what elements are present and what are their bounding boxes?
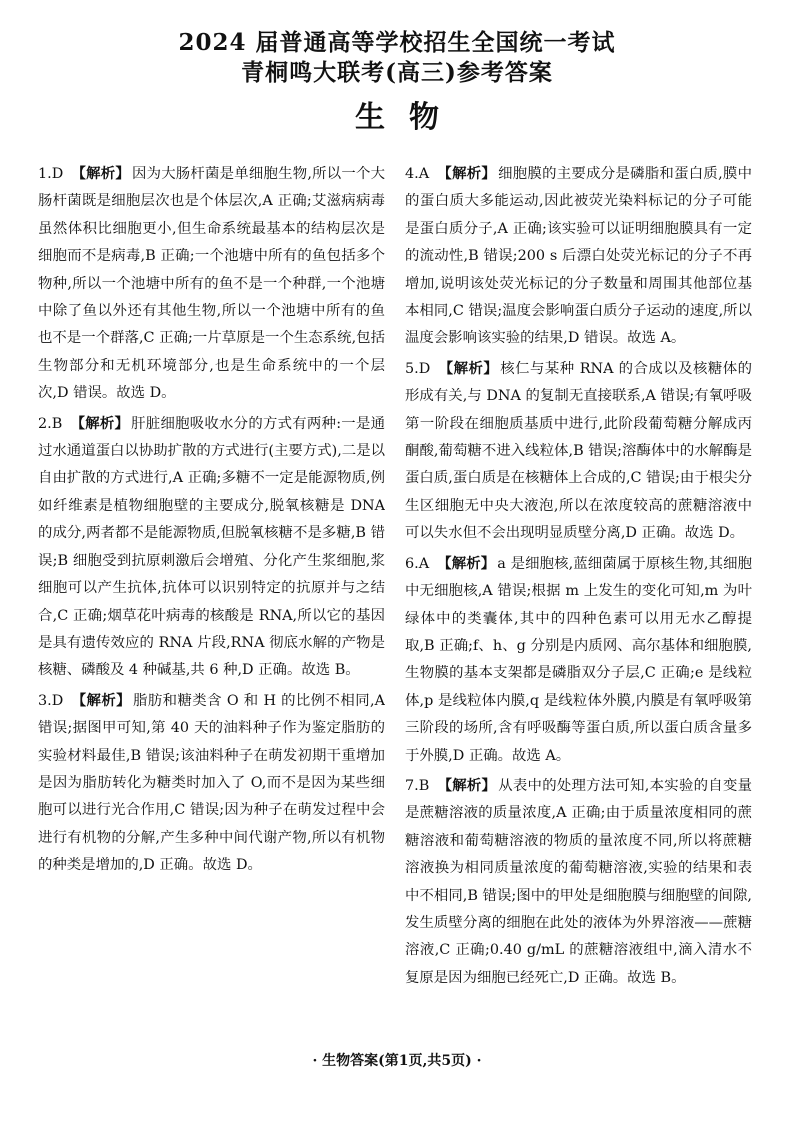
analysis-tag: 【解析】 (71, 165, 130, 182)
answer-item-2 (38, 410, 385, 685)
answer-number: 6.A (405, 555, 430, 572)
answer-item-3 (38, 687, 385, 880)
answer-text: 肝脏细胞吸收水分的方式有两种:一是通过水通道蛋白以协助扩散的方式进行(主要方式),二是以自由扩散的方式进行,A 正确;多糖不一定是能源物质,例如纤维素是植物细胞壁的主要成分,脱氧核糖是 DNA 的成分,两者都不是能源物质,但脱氧核糖不是多糖,B 错误;B 细胞受到抗原刺激后会增殖、分化产生浆细胞,浆细胞可以产生抗体,抗体可以识别特定的抗原并与之结合,C 正确;烟草花叶病毒的核酸是 RNA,所以它的基因是具有遗传效应的 RNA 片段,RNA 彻底水解的产物是核糖、磷酸及 4 种碱基,共 6 种,D 正确。故选 B。 (38, 415, 385, 679)
answer-text: 脂肪和糖类含 O 和 H 的比例不相同,A 错误;据图甲可知,第 40 天的油料种子作为鉴定脂肪的实验材料最佳,B 错误;该油料种子在萌发初期干重增加是因为脂肪转化为糖类时加入了 O,而不是因为某些细胞可以进行光合作用,C 错误;因为种子在萌发过程中会进行有机物的分解,产生多种中间代谢产物,所以有机物的种类是增加的,D 正确。故选 D。 (38, 692, 385, 874)
analysis-tag: 【解析】 (437, 554, 496, 572)
answer-item-7 (405, 772, 752, 992)
header (38, 28, 756, 138)
answer-text: 核仁与某种 RNA 的合成以及核糖体的形成有关,与 DNA 的复制无直接联系,A 错误;有氧呼吸第一阶段在细胞质基质中进行,此阶段葡萄糖分解成丙酮酸,葡萄糖不进入线粒体,B 错误;溶酶体中的水解酶是蛋白质,蛋白质是在核糖体上合成的,C 错误;由于根尖分生区细胞无中央大液泡,所以在浓度较高的蔗糖溶液中可以失水但不会出现明显质壁分离,D 正确。故选 D。 (405, 360, 752, 542)
answer-item-6 (405, 550, 752, 770)
analysis-tag: 【解析】 (71, 691, 131, 709)
exam-title: 2024 届普通高等学校招生全国统一考试 (178, 29, 616, 56)
answer-item-5 (405, 355, 752, 548)
answer-text: a 是细胞核,蓝细菌属于原核生物,其细胞中无细胞核,A 错误;根据 m 上发生的变化可知,m 为叶绿体中的类囊体,其中的四种色素可以用无水乙醇提取,B 正确;f、h、g 分别是内质网、高尔基体和细胞膜,生物膜的基本支架都是磷脂双分子层,C 正确;e 是线粒体,p 是线粒体内膜,q 是线粒体外膜,内膜是有氧呼吸第三阶段的场所,含有呼吸酶等蛋白质,所以蛋白质含量多于外膜,D 正确。故选 A。 (405, 555, 752, 764)
right-column (405, 160, 752, 1040)
left-column (38, 160, 385, 1040)
answer-text: 从表中的处理方法可知,本实验的自变量是蔗糖溶液的质量浓度,A 正确;由于质量浓度相同的蔗糖溶液和葡萄糖溶液的物质的量浓度不同,所以将蔗糖溶液换为相同质量浓度的葡萄糖溶液,实验的结果和表中不相同,B 错误;图中的甲处是细胞膜与细胞壁的间隙,发生质壁分离的细胞在此处的液体为外界溶液——蔗糖溶液,C 正确;0.40 g/mL 的蔗糖溶液组中,滴入清水不复原是因为细胞已经死亡,D 正确。故选 B。 (405, 777, 752, 986)
answer-text: 因为大肠杆菌是单细胞生物,所以一个大肠杆菌既是细胞层次也是个体层次,A 正确;艾滋病病毒虽然体积比细胞更小,但生命系统最基本的结构层次是细胞而不是病毒,B 正确;一个池塘中所有的鱼包括多个物种,所以一个池塘中所有的鱼不是一个种群,一个池塘中除了鱼以外还有其他生物,所以一个池塘中所有的鱼也不是一个群落,C 正确;一片草原是一个生态系统,包括生物部分和无机环境部分,也是生命系统中的一个层次,D 错误。故选 D。 (38, 166, 385, 402)
analysis-tag: 【解析】 (438, 359, 499, 377)
analysis-tag: 【解析】 (70, 414, 130, 432)
answer-text: 细胞膜的主要成分是磷脂和蛋白质,膜中的蛋白质大多能运动,因此被荧光染料标记的分子可能是蛋白质分子,A 正确;该实验可以证明细胞膜具有一定的流动性,B 错误;200 s 后漂白处荧光标记的分子不再增加,说明该处荧光标记的分子数量和周围其他部位基本相同,C 错误;温度会影响蛋白质分子运动的速度,所以温度会影响该实验的结果,D 错误。故选 A。 (405, 166, 752, 347)
answer-columns (38, 160, 756, 1040)
analysis-tag: 【解析】 (437, 165, 497, 182)
subject-title: 生物 (355, 100, 463, 135)
answer-number: 2.B (38, 415, 63, 432)
analysis-tag: 【解析】 (437, 776, 497, 794)
exam-subtitle: 青桐鸣大联考(高三)参考答案 (241, 59, 553, 86)
page-footer: · 生物答案(第1页,共5页) · (312, 1053, 482, 1069)
answer-number: 5.D (405, 360, 431, 377)
answer-item-4 (405, 160, 752, 353)
answer-number: 4.A (405, 166, 430, 182)
answer-number: 3.D (38, 692, 64, 709)
answer-number: 1.D (38, 166, 64, 182)
answer-item-1 (38, 160, 385, 408)
answer-number: 7.B (405, 777, 430, 794)
